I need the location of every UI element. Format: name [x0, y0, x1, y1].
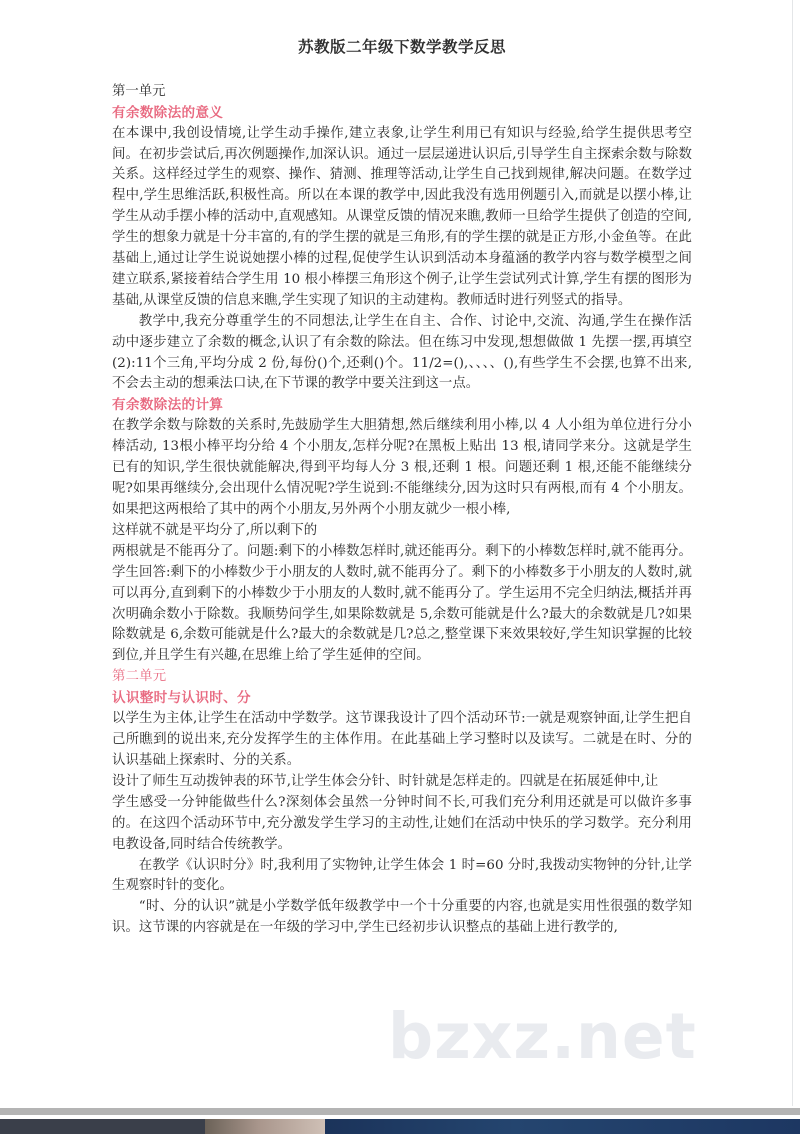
paragraph-1-1-2: 教学中,我充分尊重学生的不同想法,让学生在自主、合作、讨论中,交流、沟通,学生在操作活动中逐步建立了余数的概念,认识了有余数的除法。但在练习中发现,想想做做 1 先摆一摆,再填空(2):11个三角,平均分成 2 份,每份()个,还剩()个。11/2=(),、、、、(),有些学生不会摆,也算不出来,不会去主动的想乘法口诀,在下节课的教学中要关注到这一点。: [112, 313, 692, 392]
paragraph-2-1-2: 设计了师生互动拨钟表的环节,让学生体会分针、时针就是怎样走的。四就是在拓展延伸中,让: [112, 773, 659, 789]
bottom-bar-thumbnail-segment: [205, 1119, 325, 1134]
bottom-bar-dark-segment: [0, 1119, 205, 1134]
unit-label-2: 第二单元: [112, 669, 167, 685]
watermark-text: bzxz.net: [388, 1000, 697, 1073]
paragraph-1-2-stretched: [112, 521, 692, 542]
document-content: [112, 36, 692, 939]
bottom-bar-blue-segment: [325, 1119, 800, 1134]
section-heading-2-1: 认识整时与认识时、分: [112, 690, 251, 707]
document-title: 苏教版二年级下数学教学反思: [297, 37, 506, 56]
section-heading-1-2: 有余数除法的计算: [112, 397, 224, 414]
stretched-line-text: 这样就不就是平均分了,所以剩下的: [112, 522, 318, 538]
paragraph-2-1-1: 以学生为主体,让学生在活动中学数学。这节课我设计了四个活动环节:一就是观察钟面,让学生把自己所瞧到的说出来,充分发挥学生的主体作用。在此基础上学习整时以及读写。二就是在时、分的认识基础上探索时、分的关系。: [112, 711, 692, 768]
page-bottom-divider: [0, 1108, 800, 1115]
paragraph-2-1-5: “时、分的认识”就是小学数学低年级教学中一个十分重要的内容,也就是实用性很强的数学知识。这节课的内容就是在一年级的学习中,学生已经初步认识整点的基础上进行教学的,: [112, 899, 692, 936]
unit-label-1: 第一单元: [112, 83, 166, 99]
bottom-app-bar[interactable]: [0, 1119, 800, 1134]
paragraph-1-1-1: 在本课中,我创设情境,让学生动手操作,建立表象,让学生利用已有知识与经验,给学生提供思考空间。在初步尝试后,再次例题操作,加深认识。通过一层层递进认识后,引导学生自主探索余数与除数关系。这样经过学生的观察、操作、猜测、推理等活动,让学生自己找到规律,解决问题。在数学过程中,学生思维活跃,积极性高。所以在本课的教学中,因此我没有选用例题引入,而就是以摆小棒,让学生从动手摆小棒的活动中,直观感知。从课堂反馈的情况来瞧,教师一旦给学生提供了创造的空间,学生的想象力就是十分丰富的,有的学生摆的就是三角形,有的学生摆的就是正方形,小金鱼等。在此基础上,通过让学生说说她摆小棒的过程,促使学生认识到活动本身蕴涵的教学内容与数学模型之间建立联系,紧接着结合学生用 10 根小棒摆三角形这个例子,让学生尝试列式计算,学生有摆的图形为基础,从课堂反馈的信息来瞧,学生实现了知识的主动建构。教师适时进行列竖式的指导。: [112, 125, 692, 308]
paragraph-1-2-1: 在教学余数与除数的关系时,先鼓励学生大胆猜想,然后继续利用小棒,以 4 人小组为单位进行分小棒活动, 13根小棒平均分给 4 个小朋友,怎样分呢?在黑板上贴出 13 根,请同学来分。这就是学生已有的知识,学生很快就能解决,得到平均每人分 3 根,还剩 1 根。问题还剩 1 根,还能不能继续分呢?如果再继续分,会出现什么情况呢?学生说到:不能继续分,因为这时只有两根,而有 4 个小朋友。如果把这两根给了其中的两个小朋友,另外两个小朋友就少一根小棒,: [112, 418, 692, 517]
paragraph-1-2-2: 两根就是不能再分了。问题:剩下的小棒数怎样时,就还能再分。剩下的小棒数怎样时,就不能再分。学生回答:剩下的小棒数少于小朋友的人数时,就不能再分了。剩下的小棒数多于小朋友的人数时,就可以再分,直到剩下的小棒数少于小朋友的人数时,就不能再分了。学生运用不完全归纳法,概括并再次明确余数小于除数。我顺势问学生,如果除数就是 5,余数可能就是什么?最大的余数就是几?如果除数就是 6,余数可能就是什么?最大的余数就是几?总之,整堂课下来效果较好,学生知识掌握的比较到位,并且学生有兴趣,在思维上给了学生延伸的空间。: [112, 543, 692, 664]
paragraph-2-1-3: 学生感受一分钟能做些什么?深刻体会虽然一分钟时间不长,可我们充分利用还就是可以做许多事的。在这四个活动环节中,充分激发学生学习的主动性,让她们在活动中快乐的学习数学。充分利用电教设备,同时结合传统教学。: [112, 794, 692, 852]
section-heading-1-1: 有余数除法的意义: [112, 104, 224, 121]
paragraph-2-1-4: 在教学《认识时分》时,我利用了实物钟,让学生体会 1 时=60 分时,我拨动实物钟的分针,让学生观察时针的变化。: [112, 857, 692, 894]
